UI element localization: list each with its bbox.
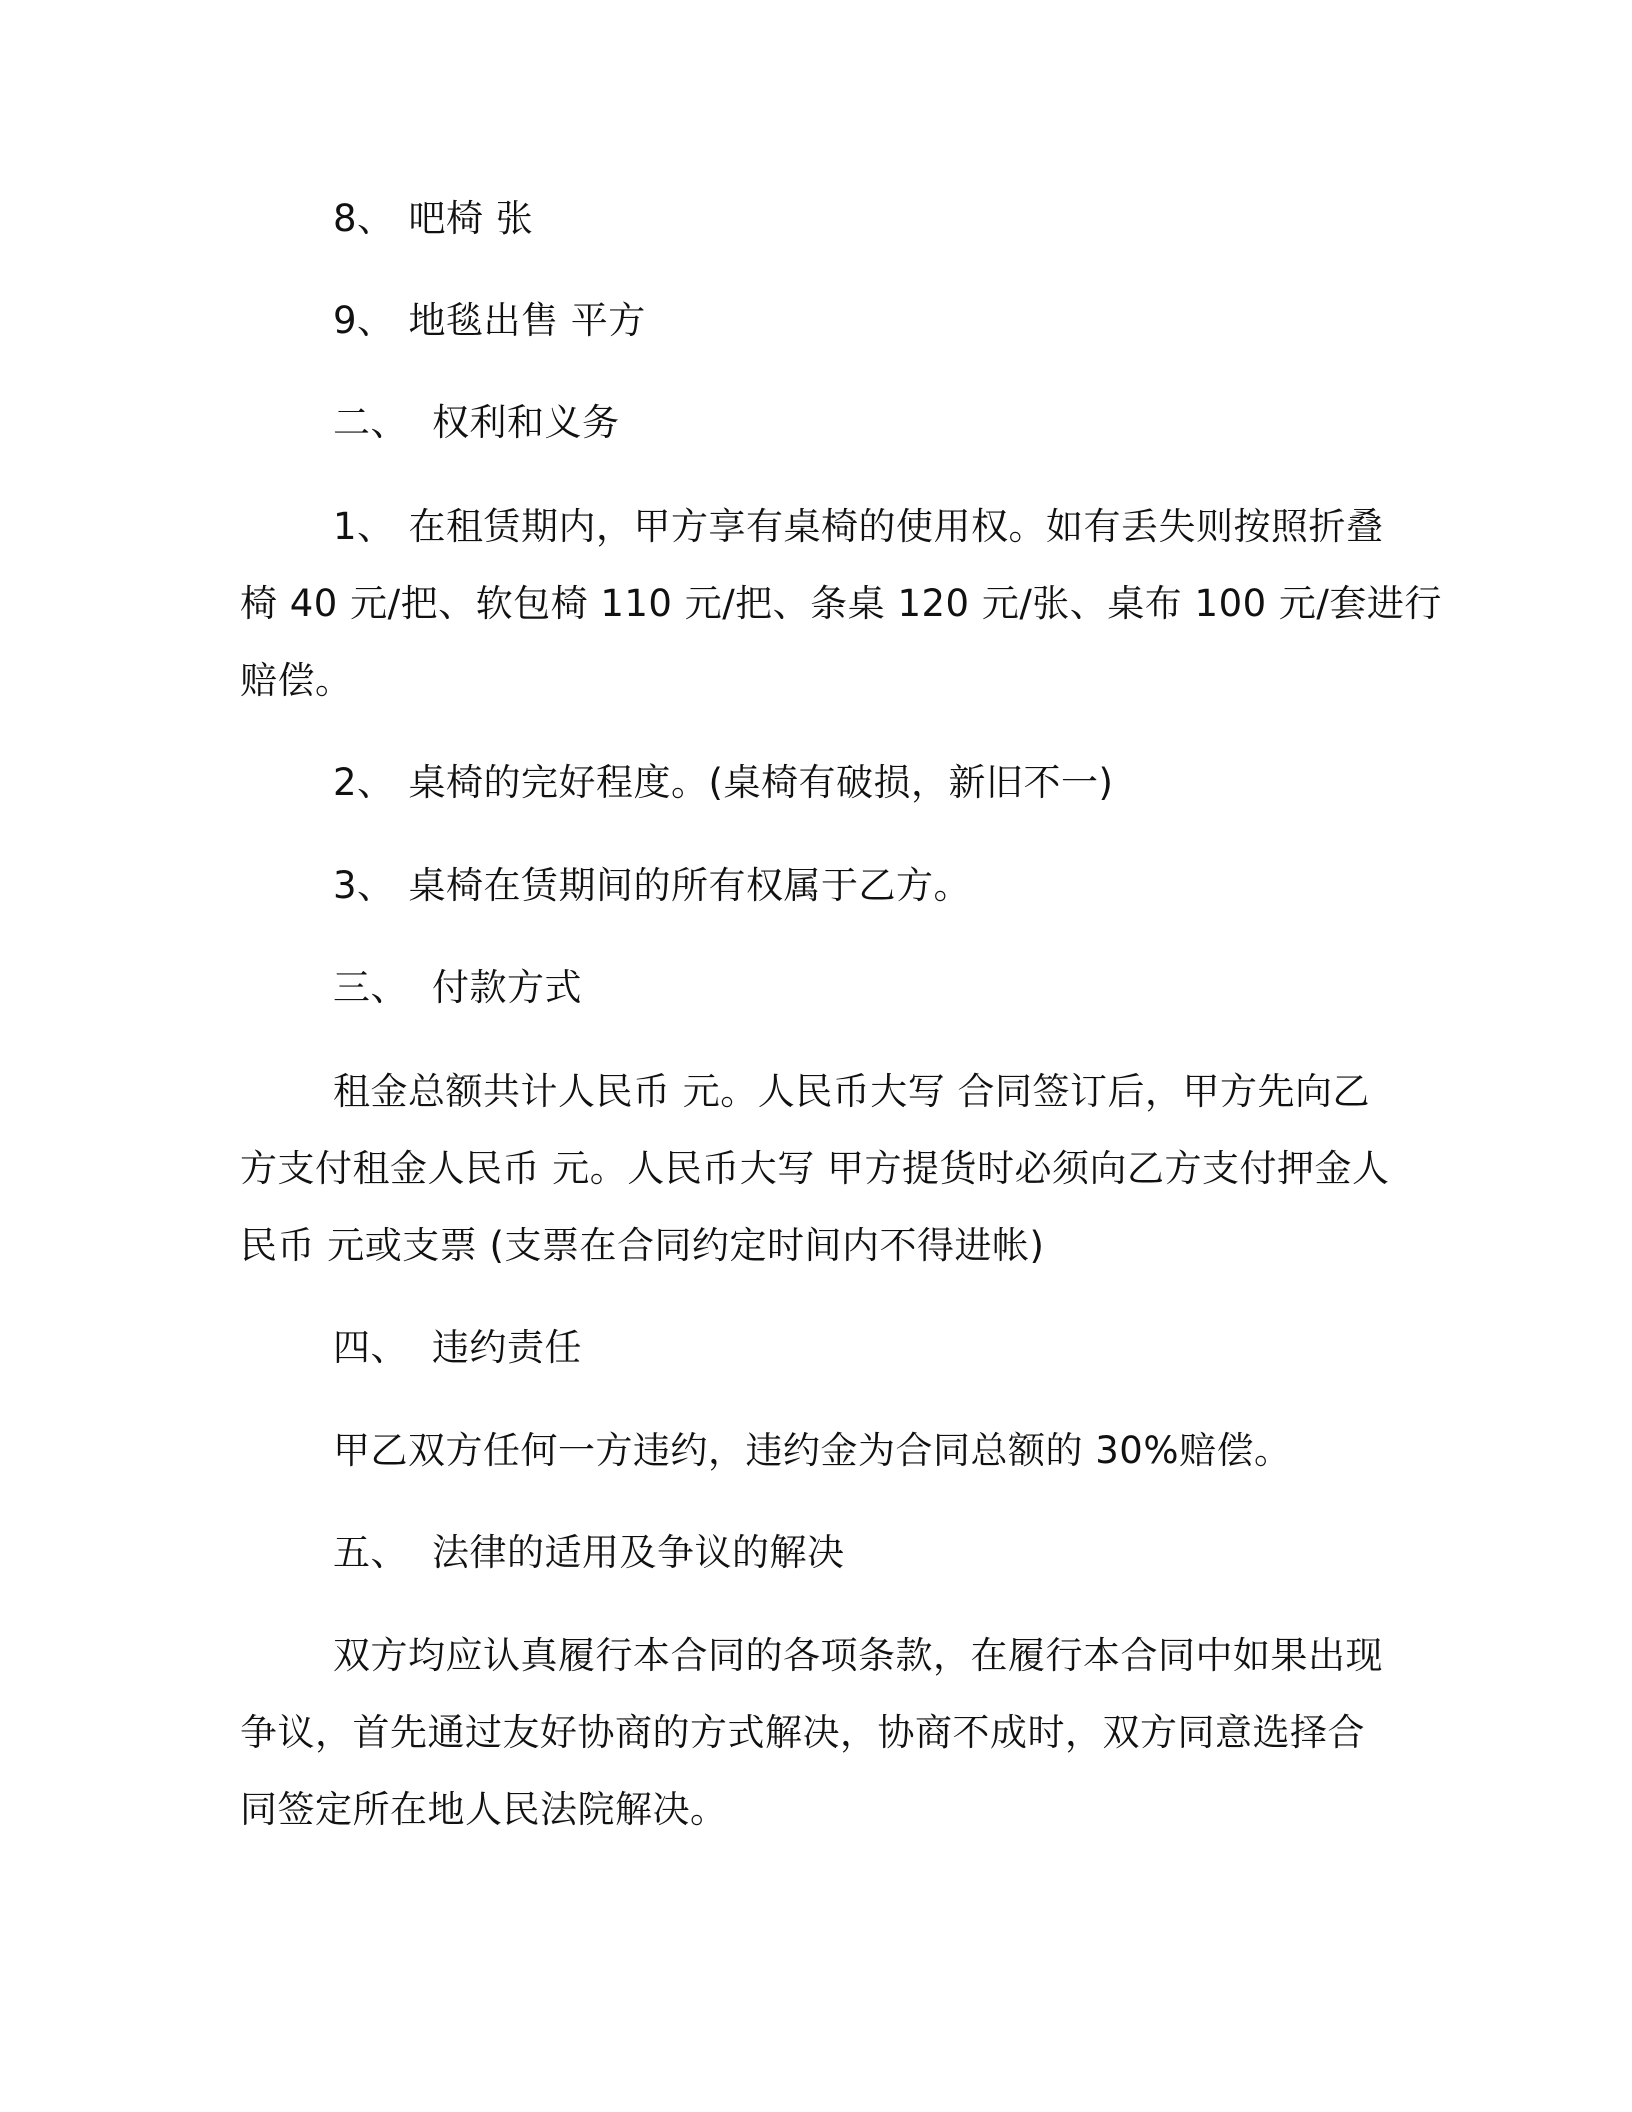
list-item-8: [333, 197, 533, 241]
clause-text: 桌椅的完好程度。(桌椅有破损，新旧不一): [408, 761, 1114, 804]
item-text: 地毯出售 平方: [408, 299, 646, 342]
list-item-9: [333, 299, 646, 343]
dispute-line-2: 争议，首先通过友好协商的方式解决，协商不成时，双方同意选择合: [240, 1711, 1365, 1754]
section-number: 三、: [333, 966, 408, 1009]
clause-number: 2、: [333, 761, 395, 804]
section-number: 五、: [333, 1531, 408, 1574]
clause-number: 1、: [333, 505, 395, 548]
item-number: 8、: [333, 197, 395, 240]
clause-number: 3、: [333, 864, 395, 907]
section-title: 法律的适用及争议的解决: [432, 1531, 845, 1574]
item-number: 9、: [333, 299, 395, 342]
item-text: 吧椅 张: [408, 197, 534, 240]
section-heading-5: [333, 1531, 845, 1575]
section-title: 权利和义务: [432, 401, 620, 444]
section-title: 违约责任: [432, 1326, 582, 1369]
clause-2-2: [333, 761, 1113, 805]
payment-line-2: 方支付租金人民币 元。人民币大写 甲方提货时必须向乙方支付押金人: [240, 1147, 1390, 1190]
section-heading-3: [333, 966, 582, 1010]
dispute-line-1: 双方均应认真履行本合同的各项条款，在履行本合同中如果出现: [333, 1634, 1383, 1677]
section-heading-2: [333, 401, 620, 445]
breach-line-1: 甲乙双方任何一方违约，违约金为合同总额的 30%赔偿。: [333, 1429, 1292, 1472]
payment-line-1: 租金总额共计人民币 元。人民币大写 合同签订后，甲方先向乙: [333, 1070, 1371, 1113]
clause-2-3: [333, 864, 971, 908]
clause-2-1-line-3: 赔偿。: [240, 659, 353, 702]
section-number: 二、: [333, 401, 408, 444]
section-heading-4: [333, 1326, 582, 1370]
payment-line-3: 民币 元或支票 (支票在合同约定时间内不得进帐): [240, 1224, 1045, 1267]
dispute-line-3: 同签定所在地人民法院解决。: [240, 1788, 728, 1831]
section-title: 付款方式: [432, 966, 582, 1009]
clause-2-1-line-1: [333, 505, 1384, 549]
clause-text: 桌椅在赁期间的所有权属于乙方。: [408, 864, 972, 907]
clause-text: 在租赁期内，甲方享有桌椅的使用权。如有丢失则按照折叠: [408, 505, 1384, 548]
section-number: 四、: [333, 1326, 408, 1369]
clause-2-1-line-2: 椅 40 元/把、软包椅 110 元/把、条桌 120 元/张、桌布 100 元/套进行: [240, 582, 1442, 625]
